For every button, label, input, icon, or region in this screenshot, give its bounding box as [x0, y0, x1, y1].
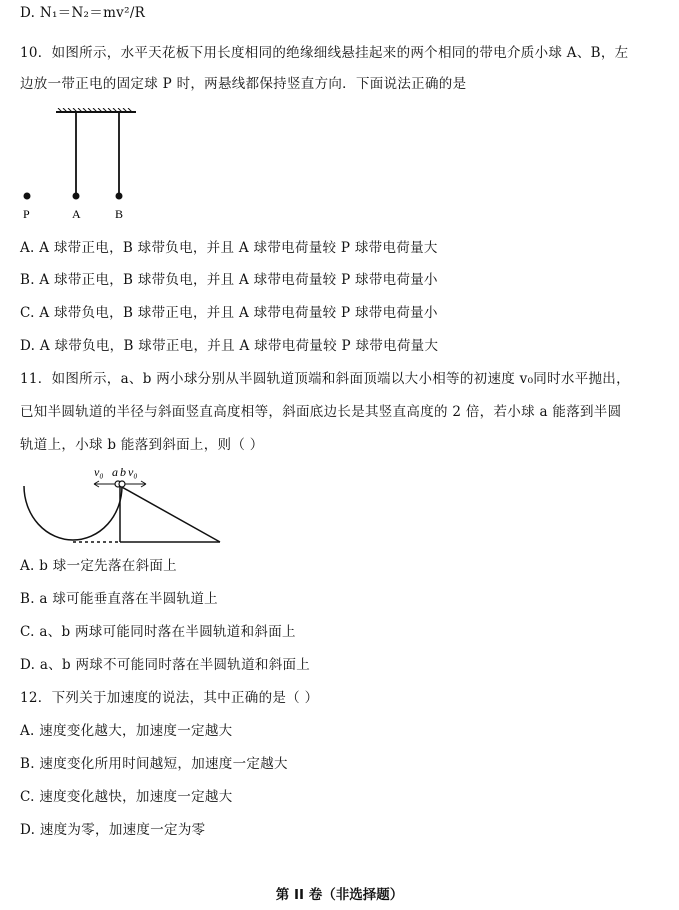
q10-option-c: C. A 球带负电，B 球带正电，并且 A 球带电荷量较 P 球带电荷量小 [20, 305, 438, 321]
ball-a [73, 193, 80, 200]
q10-figure [14, 108, 144, 226]
label-p: P [23, 207, 30, 221]
ball-b [116, 193, 123, 200]
q11-stem-line-2: 已知半圆轨道的半径与斜面竖直高度相等，斜面底边长是其竖直高度的 2 倍，若小球 a 能落到半圆 [20, 404, 622, 420]
q11-option-b: B. a 球可能垂直落在半圆轨道上 [20, 591, 218, 607]
q12-stem: 12．下列关于加速度的说法，其中正确的是（ ） [20, 690, 319, 706]
q12-option-d: D. 速度为零，加速度一定为零 [20, 822, 206, 838]
q10-stem-line-2: 边放一带正电的固定球 P 时，两悬线都保持竖直方向．下面说法正确的是 [20, 76, 467, 92]
label-a: A [72, 207, 81, 221]
prev-option-d: D. N₁＝N₂＝mv²/R [20, 5, 146, 21]
incline-slope [120, 486, 220, 542]
label-b: b [120, 465, 126, 479]
section-title: 第 II 卷（非选择题） [275, 887, 404, 903]
label-a: a [112, 465, 118, 479]
q10-option-a: A. A 球带正电，B 球带负电，并且 A 球带电荷量较 P 球带电荷量大 [20, 240, 438, 256]
q10-option-b: B. A 球带正电，B 球带负电，并且 A 球带电荷量较 P 球带电荷量小 [20, 272, 438, 288]
semicircle-track [24, 486, 122, 540]
q11-figure [18, 462, 228, 548]
ball-b [119, 481, 125, 487]
label-v0-left: v₀ [94, 465, 104, 479]
q10-stem-line-1: 10．如图所示，水平天花板下用长度相同的绝缘细线悬挂起来的两个相同的带电介质小球 A、B，左 [20, 45, 629, 61]
q12-option-a: A. 速度变化越大，加速度一定越大 [20, 723, 233, 739]
q11-option-d: D. a、b 两球不可能同时落在半圆轨道和斜面上 [20, 657, 311, 673]
q11-option-c: C. a、b 两球可能同时落在半圆轨道和斜面上 [20, 624, 296, 640]
label-b: B [115, 207, 124, 221]
q11-stem-line-1: 11．如图所示，a、b 两小球分别从半圆轨道顶端和斜面顶端以大小相等的初速度 v₀同时水平抛出， [20, 371, 630, 387]
q10-option-d: D. A 球带负电，B 球带正电，并且 A 球带电荷量较 P 球带电荷量大 [20, 338, 439, 354]
ball-p [24, 193, 31, 200]
label-v0-right: v₀ [128, 465, 138, 479]
q12-option-b: B. 速度变化所用时间越短，加速度一定越大 [20, 756, 288, 772]
q11-option-a: A. b 球一定先落在斜面上 [20, 558, 177, 574]
q12-option-c: C. 速度变化越快，加速度一定越大 [20, 789, 233, 805]
q11-stem-line-3: 轨道上，小球 b 能落到斜面上，则（ ） [20, 437, 264, 453]
